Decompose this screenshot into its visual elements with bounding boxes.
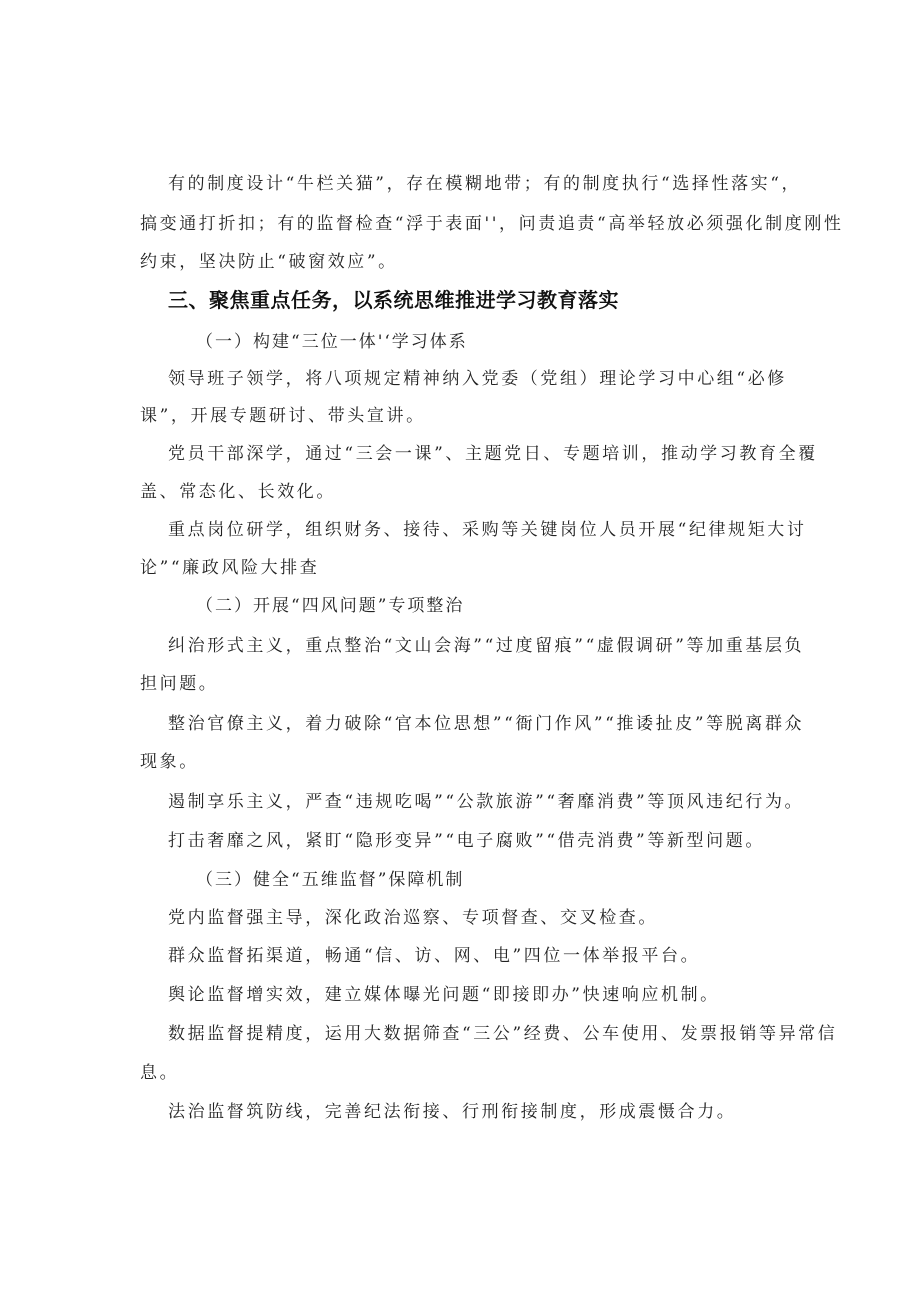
subsection-heading: （三）健全“五维监督”保障机制	[196, 870, 465, 890]
paragraph-line: 打击奢靡之风，紧盯“隐形变异”“电子腐败”“借壳消费”等新型问题。	[168, 831, 765, 851]
paragraph-line: 课”，开展专题研讨、带头宣讲。	[140, 406, 426, 426]
paragraph-line: 论”“廉政风险大排查	[140, 558, 320, 578]
paragraph-line: 有的制度设计“牛栏关猫”，存在模糊地带；有的制度执行“选择性落实“，	[168, 174, 802, 194]
paragraph-line: 法治监督筑防线，完善纪法衔接、行刑衔接制度，形成震慑合力。	[168, 1102, 737, 1122]
paragraph-line: 党员干部深学，通过“三会一课”、主题党日、专题培训，推动学习教育全覆	[168, 444, 818, 464]
subsection-heading: （二）开展“四风问题”专项整治	[196, 596, 465, 616]
paragraph-line: 群众监督拓渠道，畅通“信、访、网、电”四位一体举报平台。	[168, 946, 701, 966]
paragraph-line: 整治官僚主义，着力破除“官本位思想”“衙门作风”“推诿扯皮”等脱离群众	[168, 714, 805, 734]
paragraph-line: 领导班子领学，将八项规定精神纳入党委（党组）理论学习中心组“必修	[168, 369, 787, 389]
paragraph-line: 担问题。	[140, 674, 219, 694]
paragraph-line: 党内监督强主导，深化政治巡察、专项督查、交叉检查。	[168, 908, 658, 928]
paragraph-line: 现象。	[140, 752, 199, 772]
paragraph-line: 重点岗位研学，组织财务、接待、采购等关键岗位人员开展“纪律规矩大讨	[168, 520, 807, 540]
paragraph-line: 约束，坚决防止“破窗效应”。	[140, 252, 398, 272]
paragraph-line: 搞变通打折扣；有的监督检查“浮于表面''，问责追责“高举轻放必须强化制度刚性	[140, 214, 844, 234]
paragraph-line: 盖、常态化、长效化。	[140, 482, 336, 502]
paragraph-line: 舆论监督增实效，建立媒体曝光问题“即接即办”快速响应机制。	[168, 985, 720, 1005]
subsection-heading: （一）构建“三位一体'‘学习体系	[196, 332, 468, 352]
section-heading: 三、聚焦重点任务，以系统思维推进学习教育落实	[168, 288, 619, 312]
paragraph-line: 数据监督提精度，运用大数据筛查“三公”经费、公车使用、发票报销等异常信	[168, 1024, 838, 1044]
paragraph-line: 遏制享乐主义，严查“违规吃喝”“公款旅游”“奢靡消费”等顶风违纪行为。	[168, 792, 805, 812]
paragraph-line: 息。	[140, 1063, 180, 1083]
paragraph-line: 纠治形式主义，重点整治“文山会海”“过度留痕”“虚假调研”等加重基层负	[168, 636, 805, 656]
